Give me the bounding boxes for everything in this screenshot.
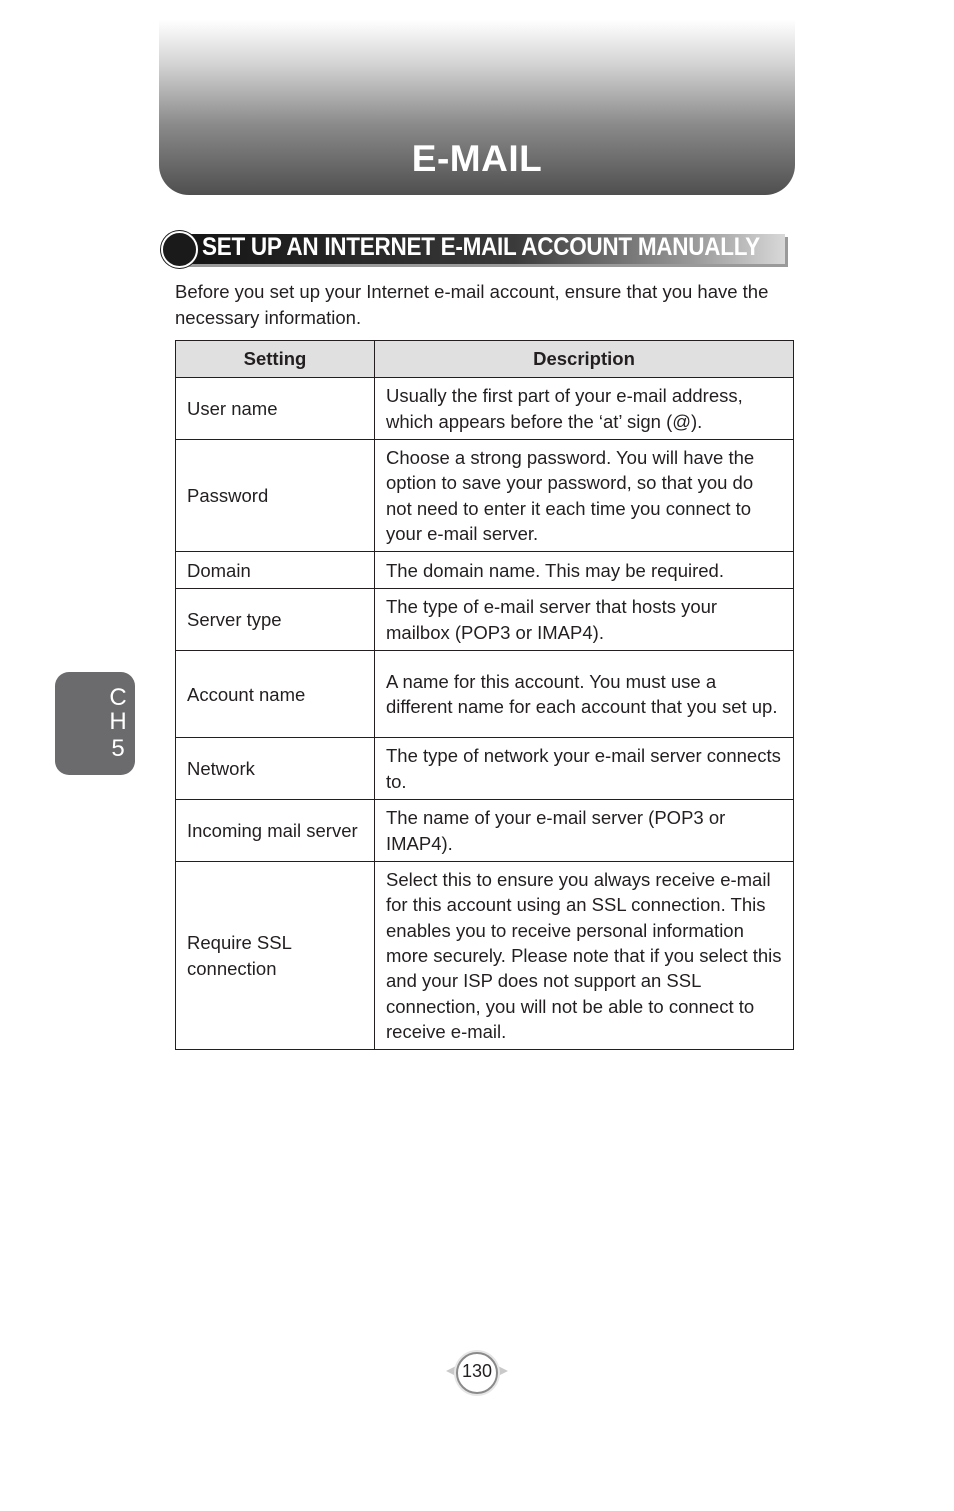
- settings-table: [175, 340, 794, 1050]
- setting-cell: Account name: [176, 651, 375, 738]
- page-number-badge: [446, 1350, 508, 1392]
- table-row: [176, 862, 794, 1050]
- setting-cell: Incoming mail server: [176, 800, 375, 862]
- table-row: [176, 738, 794, 800]
- description-cell: Usually the first part of your e-mail address, which appears before the ‘at’ sign (@).: [375, 378, 794, 440]
- table-row: [176, 651, 794, 738]
- description-cell: The domain name. This may be required.: [375, 552, 794, 589]
- section-heading: [161, 231, 789, 269]
- column-header-description: Description: [375, 341, 794, 378]
- table-row: [176, 378, 794, 440]
- table-row: [176, 440, 794, 552]
- setting-cell: Domain: [176, 552, 375, 589]
- setting-cell: Password: [176, 440, 375, 552]
- chapter-tab: [55, 672, 135, 775]
- section-bullet-icon: [161, 231, 198, 268]
- chapter-tab-letter-c: C: [109, 684, 127, 711]
- setting-cell: Server type: [176, 589, 375, 651]
- page-number: 130: [461, 1361, 493, 1381]
- chapter-tab-letter-h: H: [109, 708, 127, 735]
- table-row: [176, 552, 794, 589]
- table-row: [176, 589, 794, 651]
- description-cell: The type of e-mail server that hosts your mailbox (POP3 or IMAP4).: [375, 589, 794, 651]
- page-title: E-MAIL: [411, 138, 543, 179]
- table-header-row: [176, 341, 794, 378]
- description-cell: The name of your e-mail server (POP3 or IMAP4).: [375, 800, 794, 862]
- setting-cell: Network: [176, 738, 375, 800]
- description-cell: Select this to ensure you always receive e-mail for this account using an SSL connection. This enables you to receive personal information more securely. Please note that if you select this and your ISP does not support an SSL connection, you will not be able to connect to receive e-mail.: [375, 862, 794, 1050]
- description-cell: The type of network your e-mail server connects to.: [375, 738, 794, 800]
- chapter-tab-number: 5: [111, 735, 125, 762]
- description-cell: A name for this account. You must use a different name for each account that you set up.: [375, 651, 794, 738]
- column-header-setting: Setting: [176, 341, 375, 378]
- section-heading-text: SET UP AN INTERNET E-MAIL ACCOUNT MANUALLY: [202, 233, 760, 261]
- chapter-header-banner: [159, 20, 795, 195]
- intro-paragraph: Before you set up your Internet e-mail account, ensure that you have the necessary information.: [175, 281, 769, 328]
- setting-cell: User name: [176, 378, 375, 440]
- setting-cell: Require SSL connection: [176, 862, 375, 1050]
- table-row: [176, 800, 794, 862]
- description-cell: Choose a strong password. You will have the option to save your password, so that you do not need to enter it each time you connect to your e-mail server.: [375, 440, 794, 552]
